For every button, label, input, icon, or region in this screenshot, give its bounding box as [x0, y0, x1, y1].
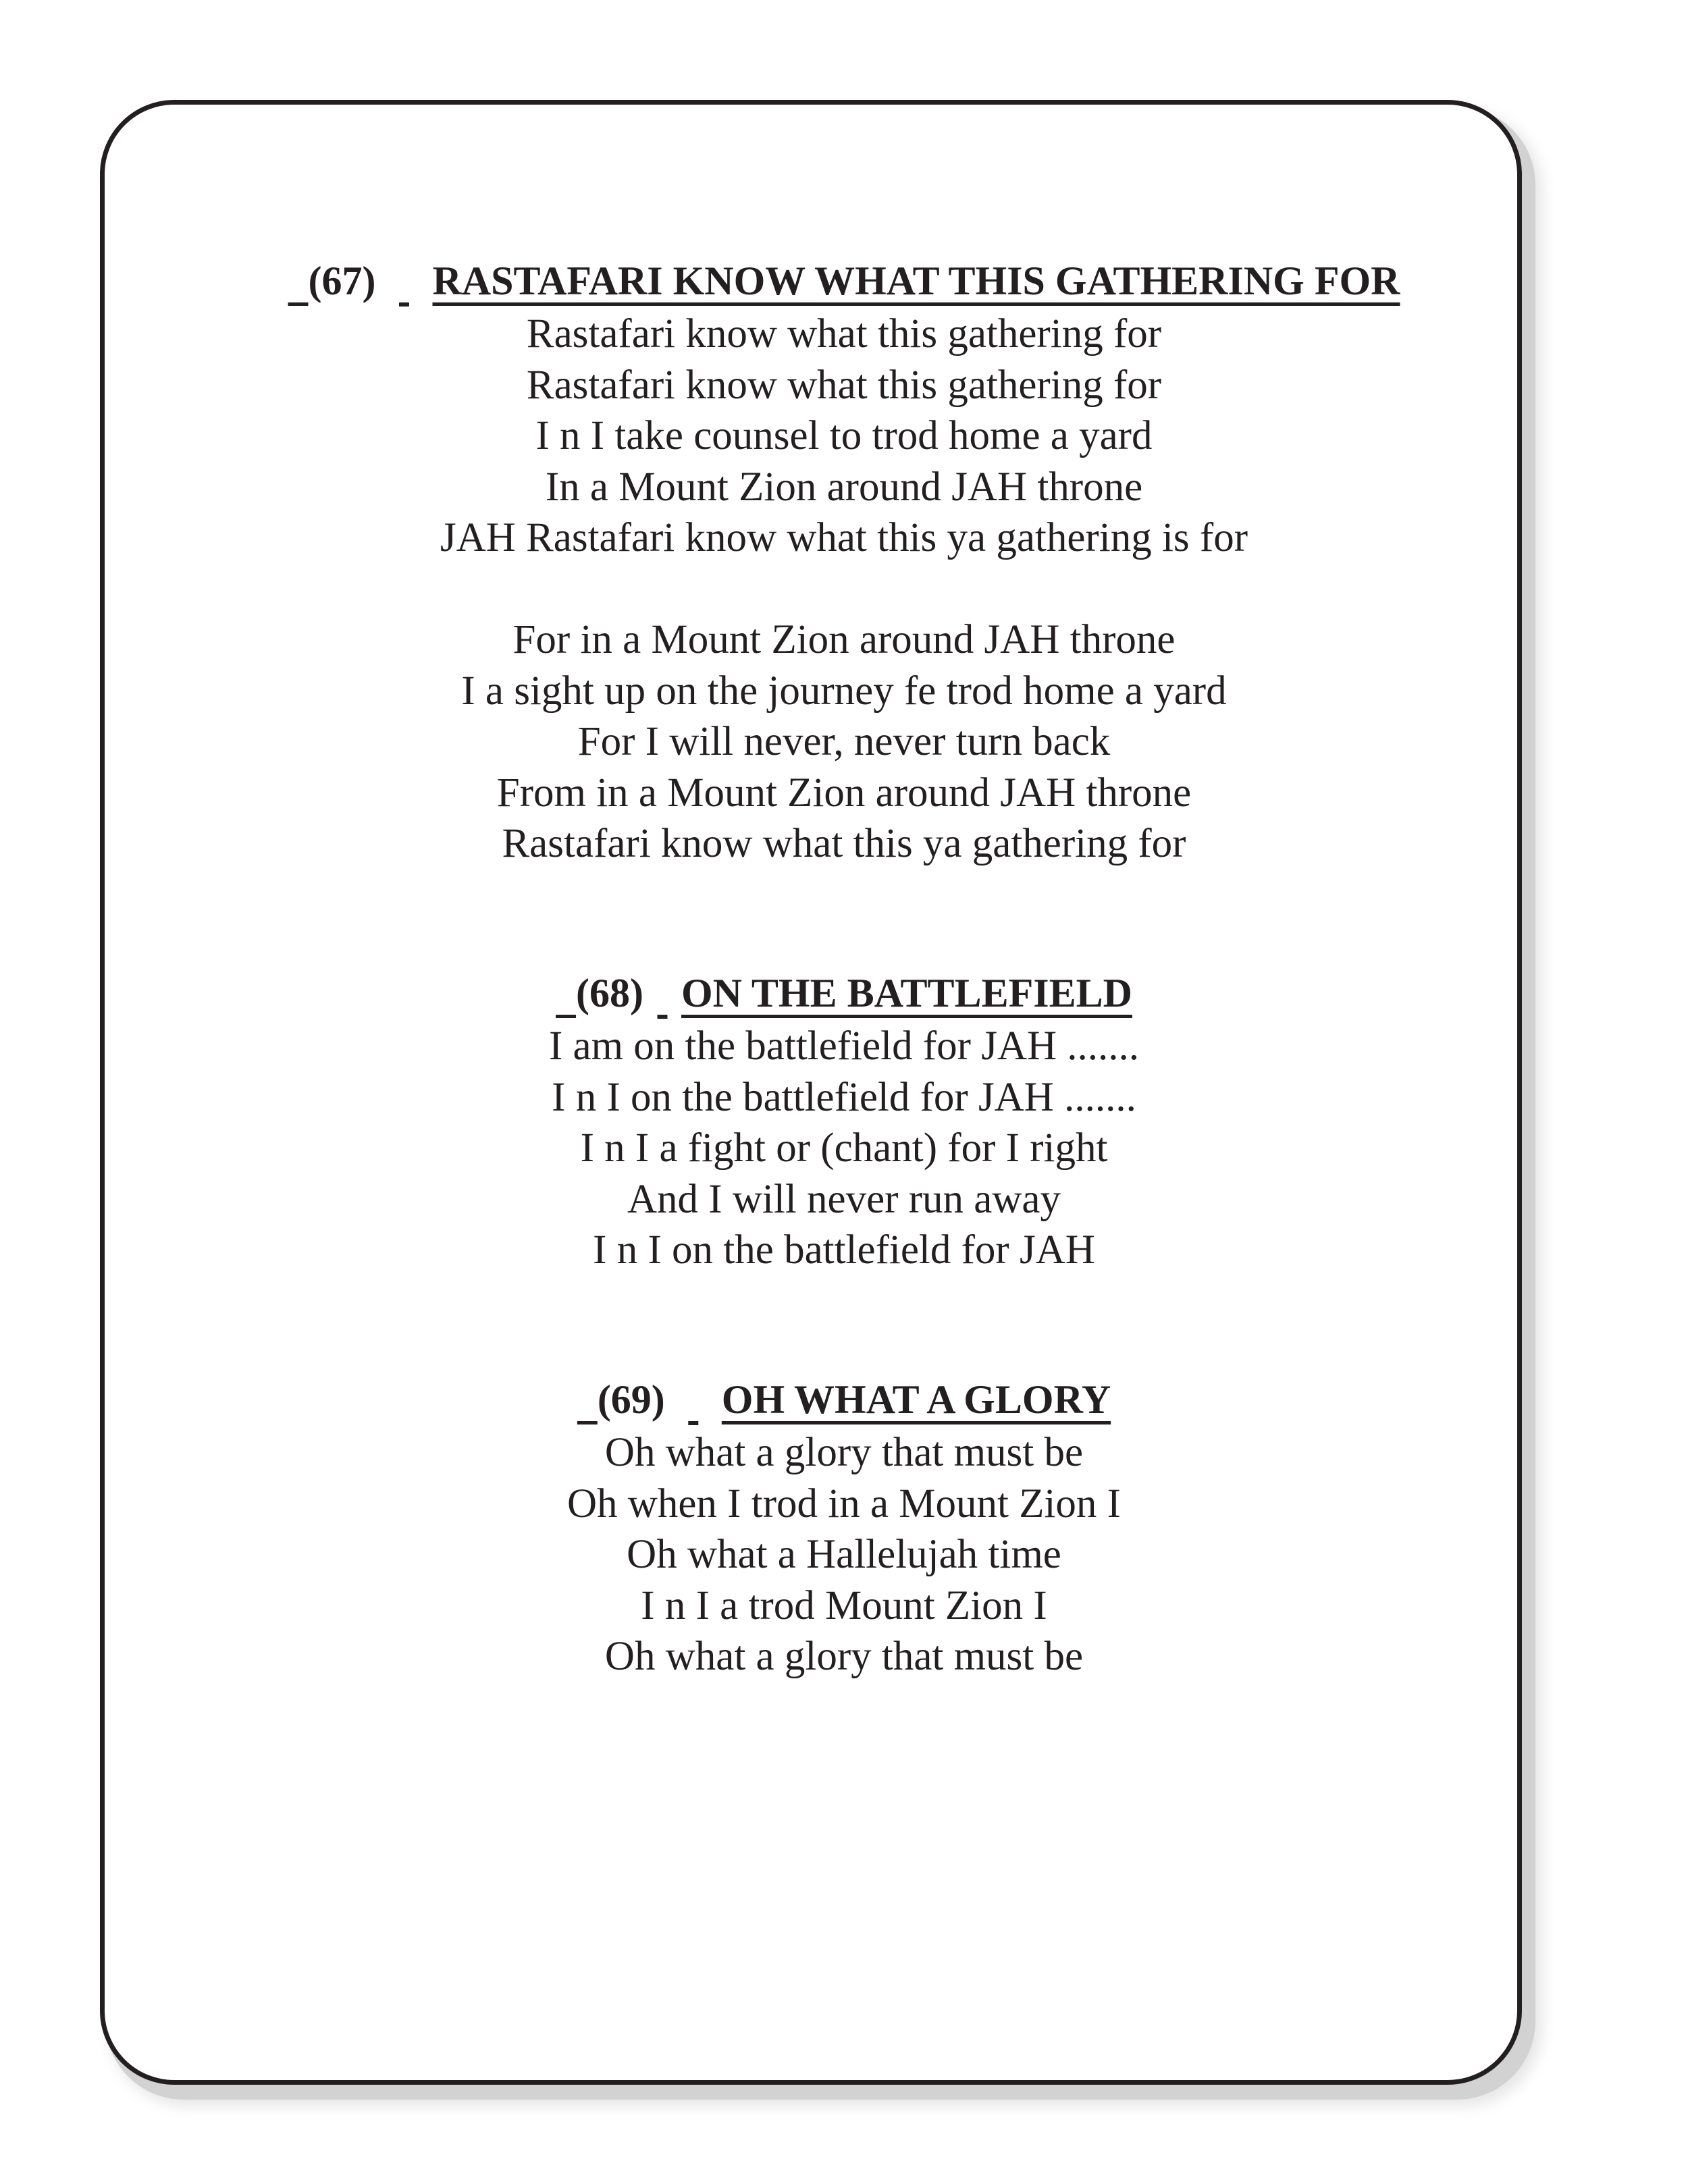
- song-title-67: [0, 208, 1688, 305]
- lyric-line: From in a Mount Zion around JAH throne: [496, 770, 1192, 816]
- song-title-text: RASTAFARI KNOW WHAT THIS GATHERING FOR: [432, 259, 1400, 303]
- song-title-69: [0, 1327, 1688, 1424]
- song-title-text: ON THE BATTLEFIELD: [681, 971, 1132, 1015]
- lyric-line: JAH Rastafari know what this ya gathering is for: [440, 515, 1248, 560]
- lyric-line: I n I a fight or (chant) for I right: [580, 1125, 1108, 1171]
- lyric-line: Oh what a glory that must be: [604, 1430, 1084, 1475]
- lyric-line: I n I on the battlefield for JAH: [593, 1227, 1095, 1273]
- verse-69-1: [0, 1427, 1688, 1682]
- song-number: (67): [308, 259, 376, 303]
- lyric-line: Rastafari know what this gathering for: [526, 362, 1162, 408]
- lyric-line: Oh what a Hallelujah time: [627, 1532, 1061, 1577]
- lyric-line: I n I on the battlefield for JAH .......: [552, 1074, 1136, 1120]
- lyric-line: And I will never run away: [627, 1176, 1061, 1222]
- lyric-line: I n I take counsel to trod home a yard: [535, 413, 1153, 458]
- verse-67-1: [0, 309, 1688, 564]
- song-number: (69): [597, 1377, 665, 1422]
- lyric-line: Oh what a glory that must be: [604, 1634, 1084, 1679]
- song-title-text: OH WHAT A GLORY: [721, 1377, 1111, 1422]
- lyric-line: I am on the battlefield for JAH .......: [548, 1023, 1140, 1069]
- song-title-68: [0, 920, 1688, 1017]
- verse-68-1: [0, 1021, 1688, 1276]
- lyric-line: In a Mount Zion around JAH throne: [545, 464, 1143, 510]
- verse-67-2: [0, 614, 1688, 870]
- lyric-line: Rastafari know what this gathering for: [526, 311, 1162, 356]
- lyric-line: I a sight up on the journey fe trod home a yard: [461, 668, 1227, 714]
- song-number: (68): [576, 971, 643, 1015]
- lyric-line: Rastafari know what this ya gathering for: [502, 821, 1186, 866]
- lyric-line: I n I a trod Mount Zion I: [641, 1582, 1047, 1628]
- lyric-line: For I will never, never turn back: [577, 719, 1111, 764]
- lyric-line: For in a Mount Zion around JAH throne: [512, 617, 1176, 662]
- lyric-line: Oh when I trod in a Mount Zion I: [567, 1481, 1121, 1526]
